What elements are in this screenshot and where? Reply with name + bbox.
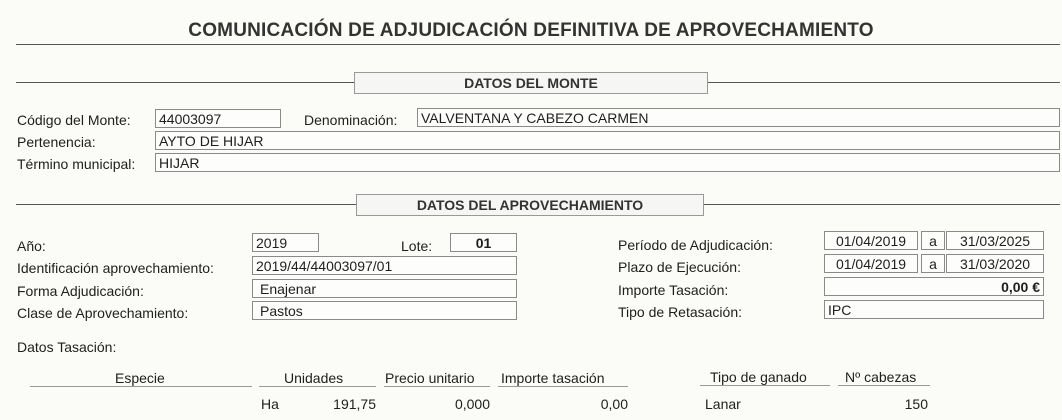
- forma-label: Forma Adjudicación:: [17, 283, 144, 299]
- row-precio: 0,000: [454, 396, 490, 412]
- plazo-hasta-field: 31/03/2020: [946, 254, 1044, 273]
- plazo-desde-field: 01/04/2019: [824, 254, 918, 273]
- pertenencia-field: AYTO DE HIJAR: [155, 131, 1060, 150]
- periodo-a-label: a: [921, 231, 945, 250]
- identificacion-field: 2019/44/44003097/01: [252, 256, 517, 275]
- header-especie: Especie: [115, 370, 165, 386]
- ganado-underline: [700, 385, 830, 386]
- anio-label: Año:: [17, 238, 46, 254]
- title-rule: [16, 44, 1060, 45]
- periodo-desde-field: 01/04/2019: [824, 231, 918, 250]
- clase-field: Pastos: [252, 301, 517, 320]
- codigo-field: 44003097: [155, 109, 281, 128]
- header-importe: Importe tasación: [501, 370, 605, 386]
- plazo-a-label: a: [921, 254, 945, 273]
- anio-field: 2019: [252, 233, 319, 252]
- denominacion-label: Denominación:: [304, 112, 398, 128]
- forma-field: Enajenar: [252, 279, 517, 298]
- periodo-hasta-field: 31/03/2025: [946, 231, 1044, 250]
- header-cabezas: Nº cabezas: [845, 369, 917, 385]
- unidades-underline: [259, 386, 376, 387]
- termino-label: Término municipal:: [17, 156, 136, 172]
- termino-field: HIJAR: [155, 153, 1060, 172]
- periodo-label: Período de Adjudicación:: [618, 237, 773, 253]
- header-ganado: Tipo de ganado: [710, 369, 807, 385]
- retasacion-field: IPC: [824, 300, 1044, 319]
- document-title: COMUNICACIÓN DE ADJUDICACIÓN DEFINITIVA DE APROVECHAMIENTO: [188, 20, 874, 41]
- pertenencia-label: Pertenencia:: [17, 134, 96, 150]
- importe-label: Importe Tasación:: [618, 282, 729, 298]
- codigo-label: Código del Monte:: [17, 112, 131, 128]
- precio-underline: [384, 386, 490, 387]
- cabezas-underline: [838, 385, 930, 386]
- retasacion-label: Tipo de Retasación:: [618, 304, 742, 320]
- row-importe: 0,00: [600, 396, 628, 412]
- especie-underline: [30, 386, 252, 387]
- aprovechamiento-section-title: DATOS DEL APROVECHAMIENTO: [356, 194, 704, 216]
- lote-label: Lote:: [401, 238, 433, 254]
- tasacion-label: Datos Tasación:: [17, 339, 117, 355]
- importe-underline: [498, 386, 628, 387]
- row-ganado: Lanar: [705, 396, 741, 412]
- plazo-label: Plazo de Ejecución:: [618, 259, 741, 275]
- monte-section-title: DATOS DEL MONTE: [354, 72, 708, 94]
- header-unidades: Unidades: [284, 370, 344, 386]
- header-precio: Precio unitario: [385, 370, 475, 386]
- identificacion-label: Identificación aprovechamiento:: [17, 260, 214, 276]
- importe-field: 0,00 €: [824, 277, 1044, 296]
- row-unidad: Ha: [261, 396, 279, 412]
- clase-label: Clase de Aprovechamiento:: [17, 305, 189, 321]
- denominacion-field: VALVENTANA Y CABEZO CARMEN: [417, 108, 1060, 127]
- lote-field: 01: [450, 233, 517, 252]
- row-cabezas: 150: [904, 396, 928, 412]
- row-cantidad: 191,75: [333, 396, 376, 412]
